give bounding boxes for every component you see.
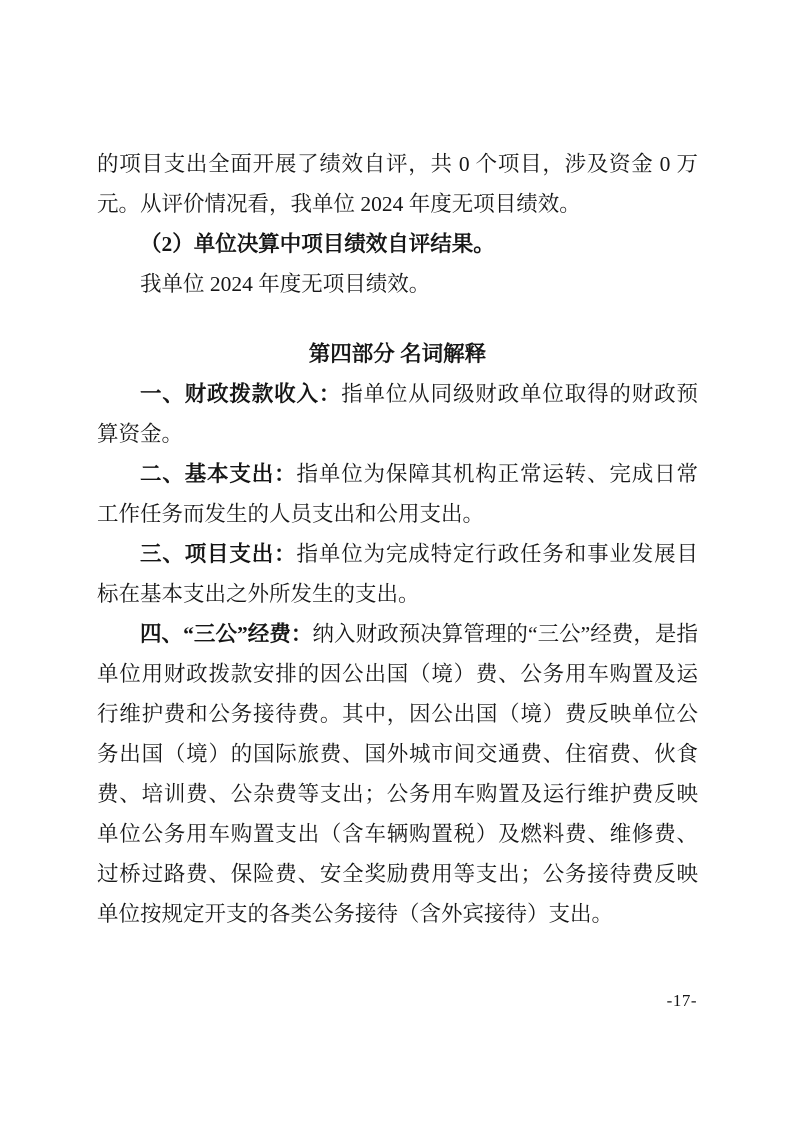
term-text: 纳入财政预决算管理的“三公”经费，是指单位用财政拨款安排的因公出国（境）费、公务用车购置及运行维护费和公务接待费。其中，因公出国（境）费反映单位公务出国（境）的国际旅费、国外城市间交通费、住宿费、伙食费、培训费、公杂费等支出；公务用车购置及运行维护费反映单位公务用车购置支出（含车辆购置税）及燃料费、维修费、过桥过路费、保险费、安全奖励费用等支出；公务接待费反映单位按规定开支的各类公务接待（含外宾接待）支出。 [97,622,698,926]
term-definition-project-expenditure [97,534,698,614]
page-content [97,144,698,934]
term-definition-three-public-funds [97,614,698,934]
term-text: 指单位从同级财政单位取得的财政预算资金。 [97,382,698,446]
term-label: 二、基本支出： [140,462,297,486]
page-number: -17- [666,991,697,1010]
term-definition-basic-expenditure [97,454,698,534]
term-text: 指单位为保障其机构正常运转、完成日常工作任务而发生的人员支出和公用支出。 [97,462,698,526]
term-definition-fiscal-appropriation-income [97,374,698,454]
term-text: 指单位为完成特定行政任务和事业发展目标在基本支出之外所发生的支出。 [97,542,698,606]
term-label: 三、项目支出： [140,542,297,566]
self-eval-result-subheading: （2）单位决算中项目绩效自评结果。 [140,232,495,256]
term-label: 四、“三公”经费： [140,622,313,646]
self-eval-result-body: 我单位 2024 年度无项目绩效。 [140,272,431,296]
section-heading-part4: 第四部分 名词解释 [308,342,487,366]
continuation-paragraph: 的项目支出全面开展了绩效自评，共 0 个项目，涉及资金 0 万元。从评价情况看，我单位 2024 年度无项目绩效。 [97,152,698,216]
term-label: 一、财政拨款收入： [140,382,342,406]
